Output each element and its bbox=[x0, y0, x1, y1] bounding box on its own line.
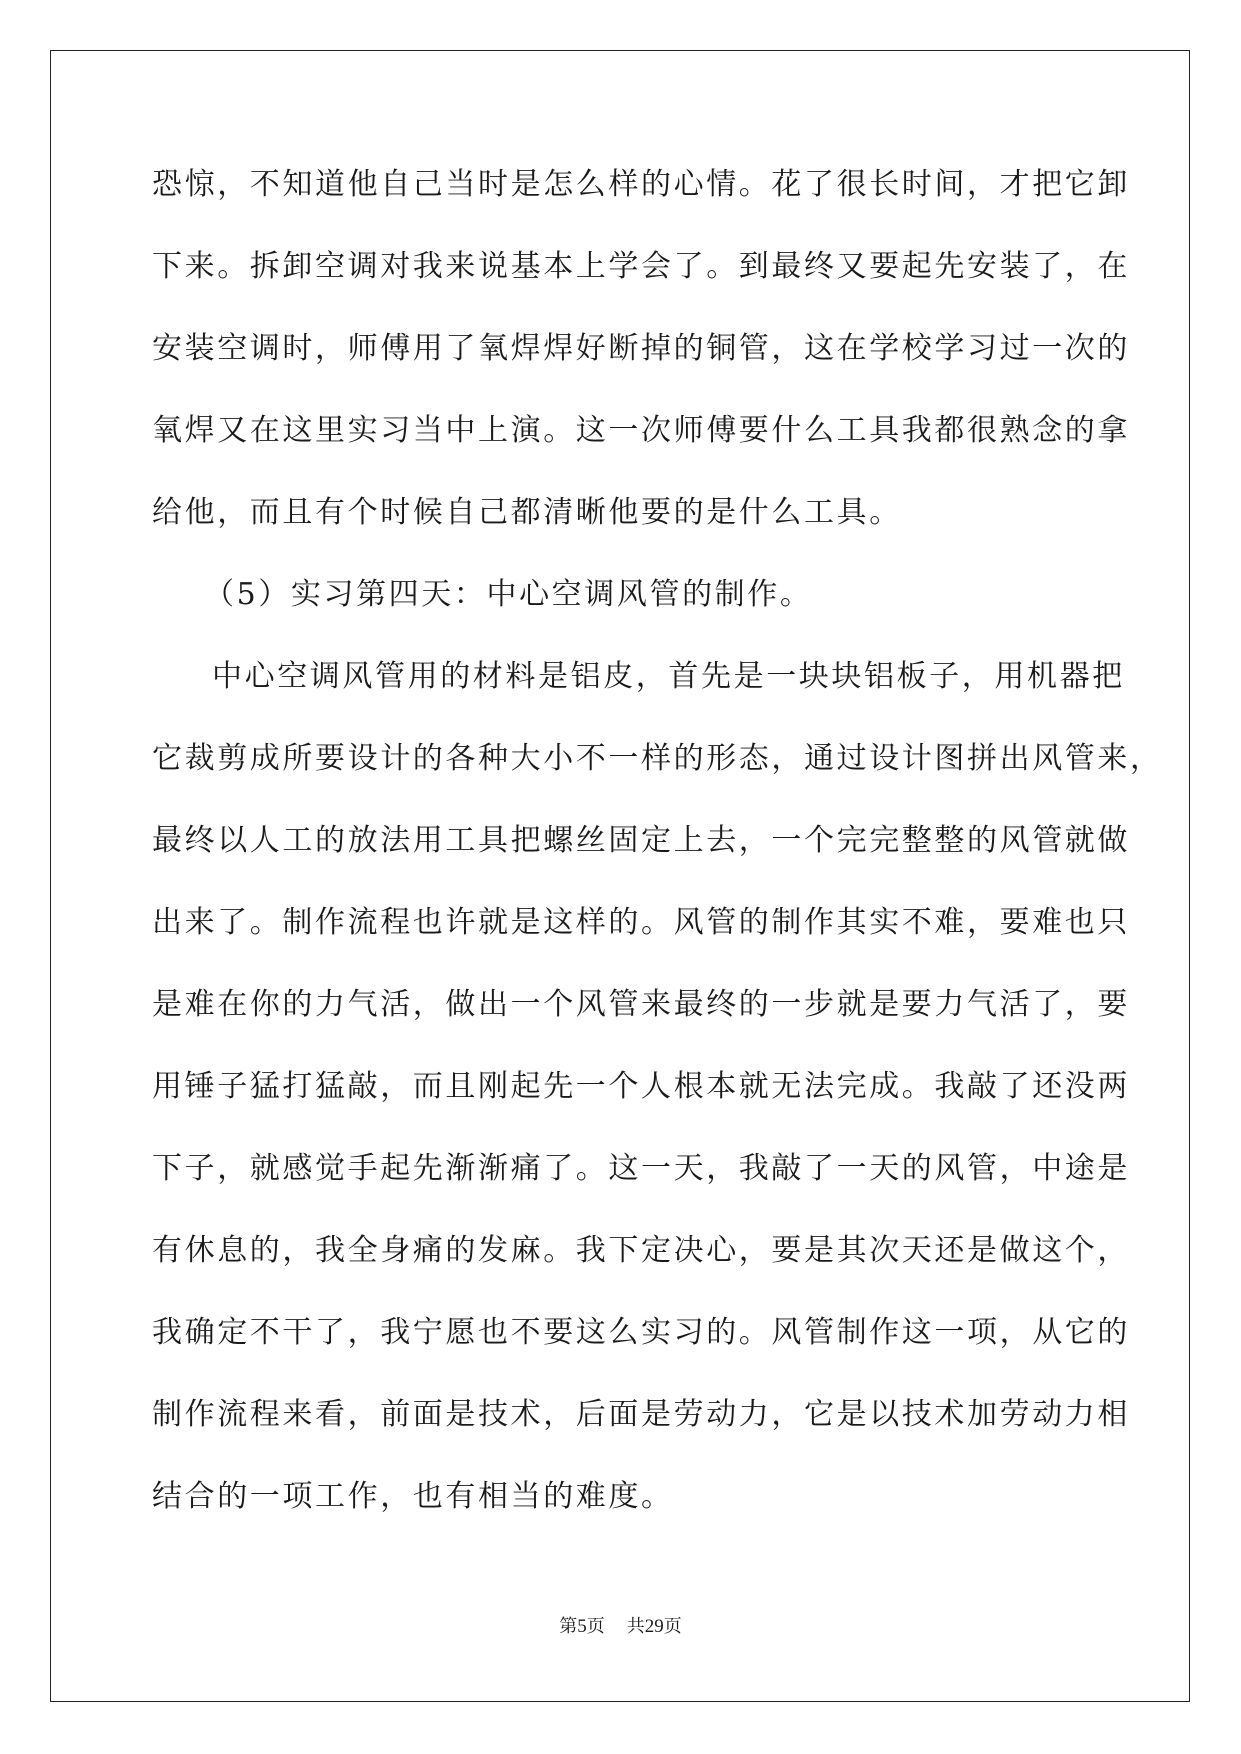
text-line: 它裁剪成所要设计的各种大小不一样的形态，通过设计图拼出风管来， bbox=[152, 741, 1163, 776]
paragraph-first-line: 中心空调风管用的材料是铝皮，首先是一块块铝板子，用机器把 bbox=[212, 659, 1125, 694]
page-prefix: 第 bbox=[559, 1616, 578, 1637]
text-line: 我确定不干了，我宁愿也不要这么实习的。风管制作这一项，从它的 bbox=[152, 1315, 1130, 1350]
text-line: 有休息的，我全身痛的发麻。我下定决心，要是其次天还是做这个， bbox=[152, 1233, 1130, 1268]
text-line: 安装空调时，师傅用了氧焊焊好断掉的铜管，这在学校学习过一次的 bbox=[152, 331, 1130, 366]
text-line: 用锤子猛打猛敲，而且刚起先一个人根本就无法完成。我敲了还没两 bbox=[152, 1069, 1130, 1104]
text-line: 最终以人工的放法用工具把螺丝固定上去，一个完完整整的风管就做 bbox=[152, 823, 1130, 858]
text-line: 给他，而且有个时候自己都清晰他要的是什么工具。 bbox=[152, 495, 902, 530]
page-footer bbox=[0, 1612, 1241, 1638]
text-line: 氧焊又在这里实习当中上演。这一次师傅要什么工具我都很熟念的拿 bbox=[152, 413, 1130, 448]
text-line: 恐惊，不知道他自己当时是怎么样的心情。花了很长时间，才把它卸 bbox=[152, 167, 1130, 202]
text-line: 是难在你的力气活，做出一个风管来最终的一步就是要力气活了，要 bbox=[152, 987, 1130, 1022]
text-line: 制作流程来看，前面是技术，后面是劳动力，它是以技术加劳动力相 bbox=[152, 1397, 1130, 1432]
total-prefix: 共 bbox=[626, 1616, 645, 1637]
text-line: 下子，就感觉手起先渐渐痛了。这一天，我敲了一天的风管，中途是 bbox=[152, 1151, 1130, 1186]
text-line: 结合的一项工作，也有相当的难度。 bbox=[152, 1479, 674, 1514]
document-body bbox=[152, 157, 1163, 1551]
text-line: 下来。拆卸空调对我来说基本上学会了。到最终又要起先安装了，在 bbox=[152, 249, 1130, 284]
section-heading: （5）实习第四天：中心空调风管的制作。 bbox=[204, 577, 813, 612]
page-number: 5 bbox=[577, 1616, 587, 1637]
text-line: 出来了。制作流程也许就是这样的。风管的制作其实不难，要难也只 bbox=[152, 905, 1130, 940]
page-suffix: 页 bbox=[586, 1616, 605, 1637]
total-suffix: 页 bbox=[663, 1616, 682, 1637]
total-pages: 29 bbox=[644, 1616, 664, 1637]
